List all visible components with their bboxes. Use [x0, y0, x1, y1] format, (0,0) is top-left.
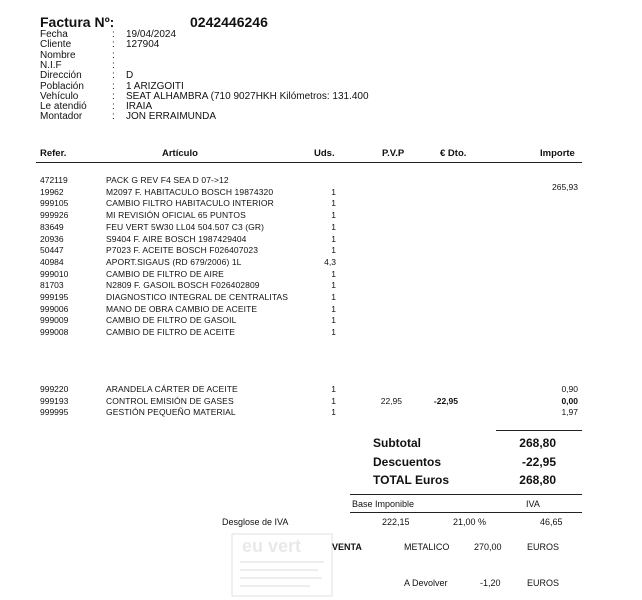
row-articulo: CAMBIO DE FILTRO DE ACEITE: [106, 327, 236, 338]
payment-method: METALICO: [404, 542, 450, 552]
header-field-label: Vehículo: [40, 90, 79, 102]
tax-rule-mid: [350, 512, 582, 513]
header-field-label: Nombre: [40, 49, 76, 61]
header-field-colon: :: [112, 39, 115, 51]
subtotal-label: Subtotal: [373, 436, 421, 450]
row-uds: 1: [331, 407, 336, 417]
row-ref: 81703: [40, 280, 64, 291]
row-ref: 20936: [40, 233, 64, 244]
col-ref: Refer.: [40, 148, 67, 159]
col-dto: € Dto.: [440, 148, 467, 159]
row-articulo: CAMBIO FILTRO HABITACULO INTERIOR: [106, 198, 274, 209]
iva-label: IVA: [526, 499, 540, 509]
row-ref: 40984: [40, 256, 64, 267]
header-field-label: Montador: [40, 111, 83, 123]
row-ref: 999009: [40, 315, 69, 326]
row-uds: 1: [331, 233, 336, 244]
svg-text:eu vert: eu vert: [242, 536, 302, 556]
table-row: [0, 327, 642, 338]
table-row: [0, 407, 642, 418]
descuentos-value: -22,95: [521, 455, 556, 469]
row-articulo: APORT.SIGAUS (RD 679/2006) 1L: [106, 256, 242, 267]
row-uds: 1: [331, 268, 336, 279]
subtotal-value: 268,80: [519, 436, 556, 450]
header-field-colon: :: [112, 90, 115, 102]
row-uds: 1: [331, 221, 336, 232]
row-ref: 999220: [40, 384, 69, 394]
header-field-label: Le atendió: [40, 101, 87, 113]
row-articulo: M2097 F. HABITACULO BOSCH 19874320: [106, 186, 274, 197]
row-uds: 1: [331, 210, 336, 221]
desglose-label: Desglose de IVA: [222, 517, 289, 527]
row-uds: 1: [331, 395, 336, 406]
row-articulo: S9404 F. AIRE BOSCH 1987429404: [106, 233, 247, 244]
table-row: [0, 384, 642, 395]
row-ref: 999008: [40, 327, 69, 338]
header-field-label: N.I.F: [40, 59, 62, 71]
row-uds: 1: [331, 327, 336, 338]
row-ref: 999010: [40, 268, 69, 279]
header-field-colon: :: [112, 80, 115, 92]
row-importe: 0,90: [561, 384, 578, 394]
row-uds: 1: [331, 186, 336, 197]
col-importe: Importe: [540, 148, 575, 159]
total-value: 268,80: [519, 473, 556, 487]
table-row: [0, 245, 642, 256]
header-field-value: 1 ARIZGOITI: [126, 80, 184, 92]
invoice-number: 0242446246: [190, 14, 268, 30]
descuentos-label: Descuentos: [373, 455, 442, 469]
row-uds: 1: [331, 198, 336, 209]
row-articulo: GESTIÓN PEQUEÑO MATERIAL: [106, 407, 236, 417]
row-uds: 1: [331, 292, 336, 302]
row-articulo: CAMBIO DE FILTRO DE GASOIL: [106, 315, 237, 326]
table-row: [0, 181, 642, 198]
devolver-label: A Devolver: [404, 578, 448, 588]
header-field-label: Población: [40, 80, 84, 92]
row-importe: 265,93: [552, 181, 578, 192]
row-articulo: CONTROL EMISIÓN DE GASES: [106, 395, 234, 406]
row-ref: 83649: [40, 221, 64, 232]
totals-rule-top: [496, 430, 582, 431]
header-rule: [36, 162, 582, 163]
header-field-value: 127904: [126, 39, 160, 51]
table-row: [0, 396, 642, 407]
base-imponible-label: Base Imponible: [352, 499, 415, 509]
devolver-currency: EUROS: [527, 578, 560, 588]
store-stamp-logo: [230, 532, 334, 598]
header-field-colon: :: [112, 70, 115, 82]
col-articulo: Artículo: [162, 148, 198, 159]
row-dto: -22,95: [433, 395, 458, 406]
header-field-value: SEAT ALHAMBRA (710 9027HKH Kilómetros: 131.400: [126, 90, 369, 102]
total-label: TOTAL Euros: [373, 473, 450, 487]
tax-rule-top: [350, 494, 582, 495]
venta-label: VENTA: [332, 542, 362, 552]
row-ref: 999105: [40, 198, 69, 209]
row-ref: 999926: [40, 210, 69, 221]
header-field-value: 19/04/2024: [126, 29, 177, 40]
table-row: [0, 234, 642, 245]
row-ref: 999193: [40, 395, 69, 406]
row-uds: 1: [331, 303, 336, 314]
row-ref: 19962: [40, 186, 64, 197]
row-articulo: N2809 F. GASOIL BOSCH F026402809: [106, 280, 260, 291]
header-field-colon: :: [112, 49, 115, 61]
header-field-label: Dirección: [40, 70, 82, 82]
tax-base-value: 222,15: [382, 517, 410, 527]
row-uds: 1: [331, 245, 336, 256]
table-row: [0, 304, 642, 315]
table-row: [0, 198, 642, 209]
row-uds: 1: [331, 280, 336, 291]
row-articulo: CAMBIO DE FILTRO DE AIRE: [106, 268, 224, 279]
devolver-amount: -1,20: [480, 578, 501, 588]
header-field-label: Cliente: [40, 39, 72, 51]
row-importe: 1,97: [561, 407, 578, 417]
row-uds: 4,3: [324, 256, 336, 267]
row-articulo: MANO DE OBRA CAMBIO DE ACEITE: [106, 303, 258, 314]
header-field-value: D: [126, 70, 134, 82]
row-articulo: MI REVISIÓN OFICIAL 65 PUNTOS: [106, 210, 246, 221]
row-articulo: FEU VERT 5W30 LL04 504.507 C3 (GR): [106, 221, 265, 232]
table-row: [0, 315, 642, 326]
tax-rate-value: 21,00 %: [453, 517, 487, 527]
table-row: [0, 257, 642, 268]
row-articulo: DIAGNOSTICO INTEGRAL DE CENTRALITAS: [106, 292, 289, 302]
table-row: [0, 280, 642, 291]
row-uds: 1: [331, 315, 336, 326]
row-articulo: P7023 F. ACEITE BOSCH F026407023: [106, 245, 259, 256]
col-uds: Uds.: [314, 148, 335, 159]
row-uds: 1: [331, 384, 336, 394]
payment-amount: 270,00: [474, 542, 502, 552]
table-row: [0, 210, 642, 221]
table-row: [0, 222, 642, 233]
payment-currency: EUROS: [527, 542, 560, 552]
row-ref: 999006: [40, 303, 69, 314]
row-importe: 0,00: [561, 395, 578, 406]
row-pvp: 22,95: [380, 395, 402, 406]
header-field-label: Fecha: [40, 29, 68, 40]
header-field-colon: :: [112, 101, 115, 113]
col-pvp: P.V.P: [382, 148, 405, 159]
row-ref: 999195: [40, 292, 69, 302]
invoice-title-label: Factura Nº:: [40, 14, 115, 30]
row-ref: 999995: [40, 407, 69, 417]
tax-iva-value: 46,65: [540, 517, 563, 527]
row-ref: 50447: [40, 245, 64, 256]
table-row: [0, 292, 642, 303]
row-articulo: ARANDELA CÁRTER DE ACEITE: [106, 384, 238, 394]
row-articulo: PACK G REV F4 SEA D 07->12: [106, 175, 229, 185]
header-field-colon: :: [112, 59, 115, 71]
header-field-value: JON ERRAIMUNDA: [126, 111, 217, 123]
row-ref: 472119: [40, 175, 68, 185]
header-field-colon: :: [112, 29, 115, 40]
table-row: [0, 269, 642, 280]
header-field-value: IRAIA: [126, 101, 153, 113]
header-field-colon: :: [112, 111, 115, 123]
